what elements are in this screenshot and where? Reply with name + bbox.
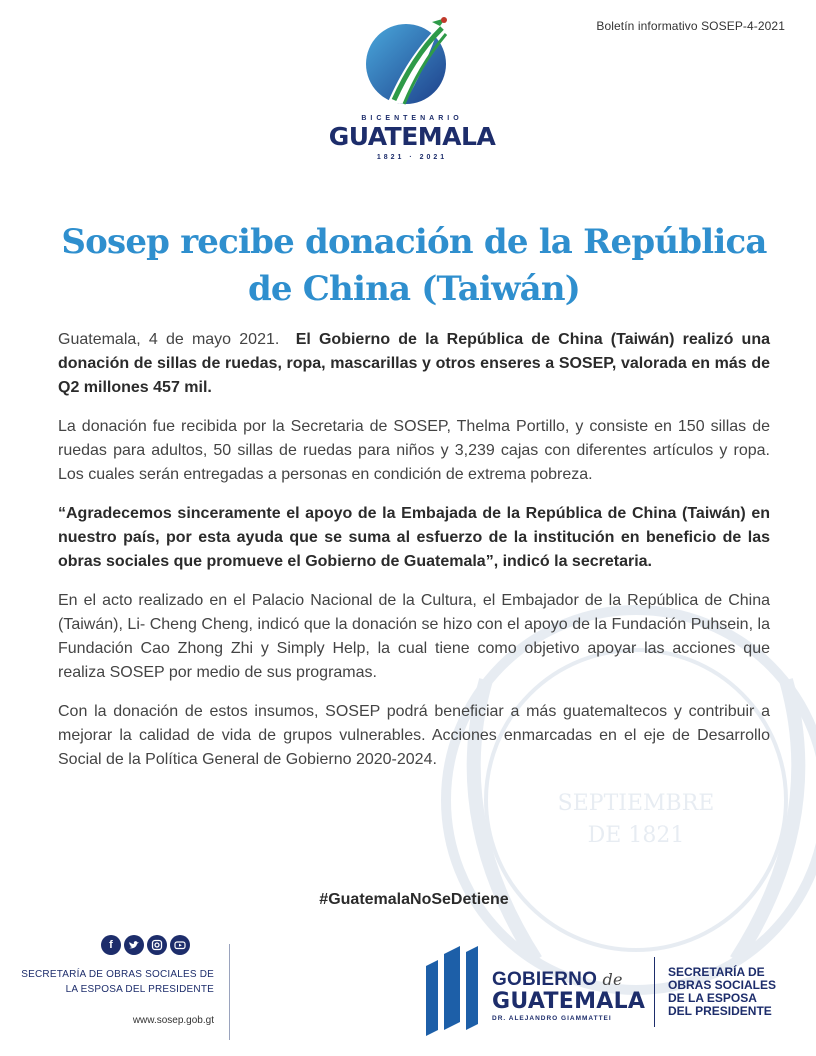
gobierno-guatemala-logo [492, 970, 645, 1023]
bicentenario-emblem-icon [360, 14, 456, 106]
social-icons [101, 935, 190, 955]
bulletin-id: Boletín informativo SOSEP-4-2021 [596, 19, 785, 33]
gob-de: de [602, 970, 623, 989]
bicentenario-logo [320, 14, 504, 164]
gob-line-1: GOBIERNO [492, 969, 598, 990]
logo-years-text: 1821 · 2021 [376, 154, 448, 161]
sec-line-2: OBRAS SOCIALES [668, 978, 777, 992]
sec-line-4: DEL PRESIDENTE [668, 1004, 772, 1018]
watermark-text-2: DE 1821 [587, 823, 685, 848]
footer-org-name [0, 967, 214, 997]
gob-line-2: GUATEMALA [492, 989, 646, 1014]
quote-bold-text: “Agradecemos sinceramente el apoyo de la Embajada de la República de China (Taiwán) en nuestro país, por esta ayuda que se suma al esfuerzo de la institución en beneficio de las obras sociales que promueve el Gobierno de Guatemala”, indicó la secretaria. [58, 505, 770, 570]
paragraph-5: Con la donación de estos insumos, SOSEP podrá beneficiar a más guatemaltecos y contribuir a mejorar la calidad de vida de grupos vulnerables. Acciones enmarcadas en el eje de Desarrollo Social de la Política General de Gobierno 2020-2024. [58, 703, 770, 768]
paragraph-3-quote [58, 502, 770, 574]
sec-line-1: SECRETARÍA DE [668, 965, 765, 979]
twitter-icon[interactable] [124, 935, 144, 955]
logo-guatemala-text: GUATEMALA [328, 122, 496, 151]
footer-divider [229, 944, 230, 1040]
sosep-secretaria-logo [668, 966, 776, 1018]
footer-divider-2 [654, 957, 655, 1027]
sec-line-3: DE LA ESPOSA [668, 991, 757, 1005]
footer-org-line-2: LA ESPOSA DEL PRESIDENTE [65, 984, 214, 995]
paragraph-1 [58, 328, 770, 400]
paragraph-4: En el acto realizado en el Palacio Nacional de la Cultura, el Embajador de la República de China (Taiwán), Li- Cheng Cheng, indicó que la donación se hizo con el apoyo de la Fundación Puhsein, la Fundación Cao Zhong Zhi y Simply Help, la cual tiene como objetivo apoyar las acciones que realiza SOSEP por medio de sus programas. [58, 592, 770, 681]
gobierno-bars-logo-icon [424, 944, 480, 1040]
instagram-icon[interactable] [147, 935, 167, 955]
hashtag: #GuatemalaNoSeDetiene [319, 891, 509, 908]
youtube-icon[interactable] [170, 935, 190, 955]
footer-website-link[interactable]: www.sosep.gob.gt [132, 1015, 214, 1026]
article-title: Sosep recibe donación de la República de China (Taiwán) [61, 221, 767, 309]
gob-line-3: DR. ALEJANDRO GIAMMATTEI [492, 1015, 612, 1022]
article-body [58, 328, 770, 787]
paragraph-2: La donación fue recibida por la Secretaria de SOSEP, Thelma Portillo, y consiste en 150 sillas de ruedas para adultos, 50 sillas de ruedas para niños y 3,239 cajas con diferentes artículos y ropa. Los cuales serán entregadas a personas en condición de extrema pobreza. [58, 418, 770, 483]
watermark-text-1: SEPTIEMBRE [557, 791, 715, 816]
lead-bold-text: El Gobierno de la República de China (Taiwán) realizó una donación de sillas de ruedas, ropa, mascarillas y otros enseres a SOSEP, valorada en más de Q2 millones 457 mil. [58, 331, 770, 396]
footer-org-line-1: SECRETARÍA DE OBRAS SOCIALES DE [21, 969, 214, 980]
dateline: Guatemala, 4 de mayo 2021. [58, 331, 280, 348]
logo-bicentenario-text: BICENTENARIO [361, 115, 463, 122]
facebook-icon[interactable]: f [101, 935, 121, 955]
